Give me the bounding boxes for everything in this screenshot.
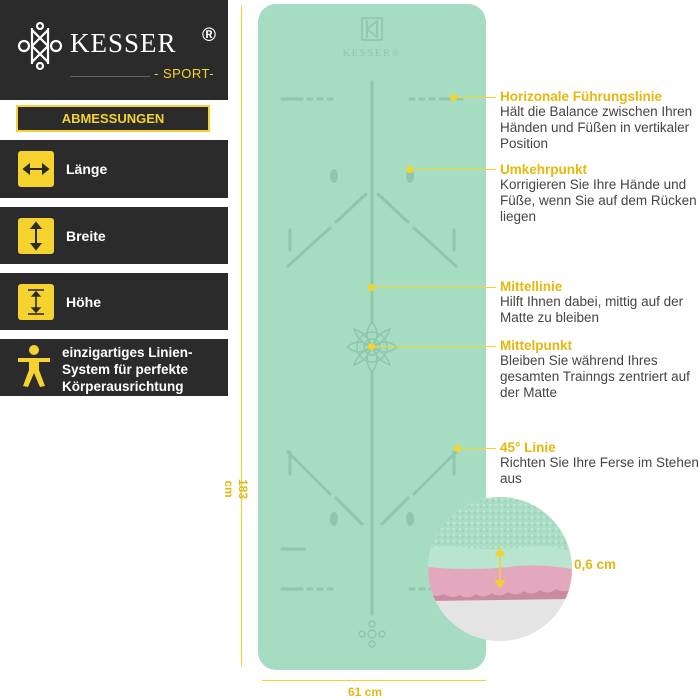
vertical-arrows-icon <box>18 218 54 254</box>
row-divider <box>0 198 228 207</box>
annotation-body: Hilft Ihnen dabei, mittig auf der Matte zu bleiben <box>500 294 684 325</box>
annotation-body: Hält die Balance zwischen Ihren Händen und Füßen in vertikaler Position <box>500 104 693 151</box>
annotation-reversal-point <box>500 162 700 225</box>
width-dimension-label: 61 cm <box>348 685 383 699</box>
row-height-label: Höhe <box>66 294 101 310</box>
annotation-body: Bleiben Sie während Ihres gesamten Trainngs zentriert auf der Matte <box>500 353 690 400</box>
thickness-label: 0,6 cm <box>574 557 617 572</box>
brand-block <box>8 14 220 94</box>
annotation-center-point <box>500 338 700 401</box>
annotation-body: Richten Sie Ihre Ferse im Stehen aus <box>500 455 699 486</box>
center-line-leader <box>374 287 496 288</box>
row-length-label: Länge <box>66 161 108 177</box>
row-height <box>0 273 228 330</box>
row-divider <box>0 264 228 273</box>
kesser-logo-icon <box>14 20 66 72</box>
row-divider <box>0 330 228 339</box>
brand-divider <box>70 76 150 77</box>
brand-name: KESSER <box>70 28 177 58</box>
annotation-title: Umkehrpunkt <box>500 162 588 177</box>
annotation-title: Mittelpunkt <box>500 338 572 353</box>
dimensions-header: ABMESSUNGEN <box>16 105 210 132</box>
annotation-center-line <box>500 279 700 326</box>
annotation-title: Horizonale Führungslinie <box>500 89 663 104</box>
annotation-horizontal-guide <box>500 89 700 152</box>
center-point-leader <box>374 346 496 347</box>
registered-mark: ® <box>202 25 216 46</box>
annotation-title: Mittellinie <box>500 279 563 294</box>
annotation-angle-line <box>500 440 700 487</box>
row-line-system-label: einzigartiges Linien-System für perfekte Körperausrichtung <box>62 345 193 394</box>
svg-text:KESSER®: KESSER® <box>342 48 402 59</box>
horizontal-guide-leader <box>456 97 496 98</box>
row-width-label: Breite <box>66 228 106 244</box>
vertical-arrows-icon <box>18 284 54 320</box>
reversal-point-leader <box>412 169 496 170</box>
brand-subtitle: - SPORT- <box>154 66 215 81</box>
length-dimension-line <box>241 6 242 666</box>
horizontal-arrows-icon <box>18 151 54 187</box>
width-dimension-line <box>262 680 486 681</box>
annotation-title: 45° Linie <box>500 440 556 455</box>
person-icon <box>14 344 54 388</box>
thickness-inset <box>428 497 572 641</box>
annotation-body: Korrigieren Sie Ihre Hände und Füße, wenn Sie auf dem Rücken liegen <box>500 177 697 224</box>
angle-line-leader <box>460 448 496 449</box>
length-dimension-label: 183 cm <box>222 478 250 500</box>
row-length <box>0 140 228 198</box>
row-width <box>0 207 228 264</box>
